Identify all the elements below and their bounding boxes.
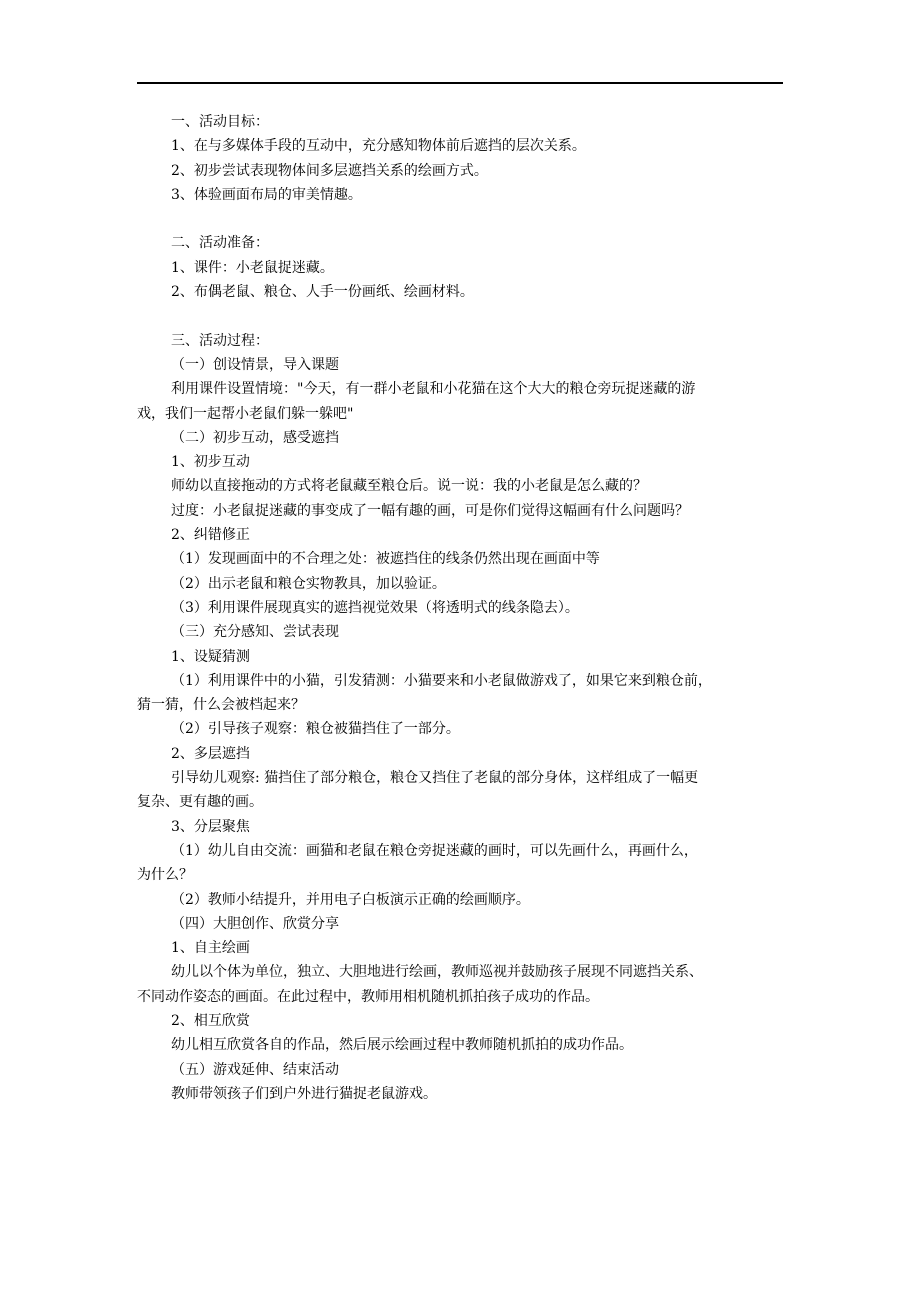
list-item: 猜一猜，什么会被档起来？ [137, 697, 305, 714]
spacer [171, 207, 783, 231]
paragraph-line: 复杂、更有趣的画。 [137, 794, 263, 811]
part-title: （一）创设情景，导入课题 [171, 356, 339, 373]
paragraph-line: 戏，我们一起帮小老鼠们躲一躲吧" [137, 405, 354, 422]
paragraph-line: 引导幼儿观察: 猫挡住了部分粮仓，粮仓又挡住了老鼠的部分身体，这样组成了一幅更 [171, 770, 699, 787]
list-item: 为什么？ [137, 867, 193, 884]
sub-title: 3、分层聚焦 [171, 818, 250, 835]
paragraph-line: 师幼以直接拖动的方式将老鼠藏至粮仓后。说一说：我的小老鼠是怎么藏的？ [171, 478, 647, 495]
spacer [171, 304, 783, 328]
paragraph-line: 利用课件设置情境："今天，有一群小老鼠和小花猫在这个大大的粮仓旁玩捉迷藏的游 [171, 381, 696, 398]
sub-title: 1、设疑猜测 [171, 648, 250, 665]
sub-title: 1、自主绘画 [171, 940, 250, 957]
goal-item: 2、初步尝试表现物体间多层遮挡关系的绘画方式。 [171, 162, 488, 179]
goal-item: 3、体验画面布局的审美情趣。 [171, 186, 362, 203]
part-title: （五）游戏延伸、结束活动 [171, 1061, 339, 1078]
list-item: （2）引导孩子观察：粮仓被猫挡住了一部分。 [171, 721, 460, 738]
sub-title: 2、多层遮挡 [171, 745, 250, 762]
list-item: （2）出示老鼠和粮仓实物教具，加以验证。 [171, 575, 446, 592]
prep-item: 1、课件：小老鼠捉迷藏。 [171, 259, 334, 276]
paragraph-line: 幼儿以个体为单位，独立、大胆地进行绘画，教师巡视并鼓励孩子展现不同遮挡关系、 [171, 964, 703, 981]
list-item: （3）利用课件展现真实的遮挡视觉效果（将透明式的线条隐去）。 [171, 599, 579, 616]
section-heading-process: 三、活动过程： [171, 332, 269, 349]
list-item: （1）利用课件中的小猫，引发猜测：小猫要来和小老鼠做游戏了，如果它来到粮仓前， [171, 672, 712, 689]
goal-item: 1、在与多媒体手段的互动中，充分感知物体前后遮挡的层次关系。 [171, 138, 586, 155]
paragraph-line: 过度：小老鼠捉迷藏的事变成了一幅有趣的画，可是你们觉得这幅画有什么问题吗？ [171, 502, 689, 519]
section-heading-prep: 二、活动准备： [171, 235, 269, 252]
paragraph-line: 不同动作姿态的画面。在此过程中，教师用相机随机抓拍孩子成功的作品。 [137, 988, 599, 1005]
part-title: （三）充分感知、尝试表现 [171, 624, 339, 641]
part-title: （二）初步互动，感受遮挡 [171, 429, 339, 446]
list-item: （1）发现画面中的不合理之处：被遮挡住的线条仍然出现在画面中等 [171, 551, 600, 568]
list-item: （1）幼儿自由交流：画猫和老鼠在粮仓旁捉迷藏的画时，可以先画什么，再画什么， [171, 842, 698, 859]
sub-title: 2、纠错修正 [171, 527, 250, 544]
paragraph-line: 教师带领孩子们到户外进行猫捉老鼠游戏。 [171, 1085, 437, 1102]
document-body [137, 110, 783, 1106]
header-rule [137, 82, 783, 84]
prep-item: 2、布偶老鼠、粮仓、人手一份画纸、绘画材料。 [171, 284, 474, 301]
part-title: （四）大胆创作、欣赏分享 [171, 915, 339, 932]
paragraph-line: 幼儿相互欣赏各自的作品，然后展示绘画过程中教师随机抓拍的成功作品。 [171, 1037, 633, 1054]
section-heading-goals: 一、活动目标： [171, 114, 269, 130]
list-item: （2）教师小结提升，并用电子白板演示正确的绘画顺序。 [171, 891, 530, 908]
sub-title: 1、初步互动 [171, 454, 250, 471]
sub-title: 2、相互欣赏 [171, 1012, 250, 1029]
